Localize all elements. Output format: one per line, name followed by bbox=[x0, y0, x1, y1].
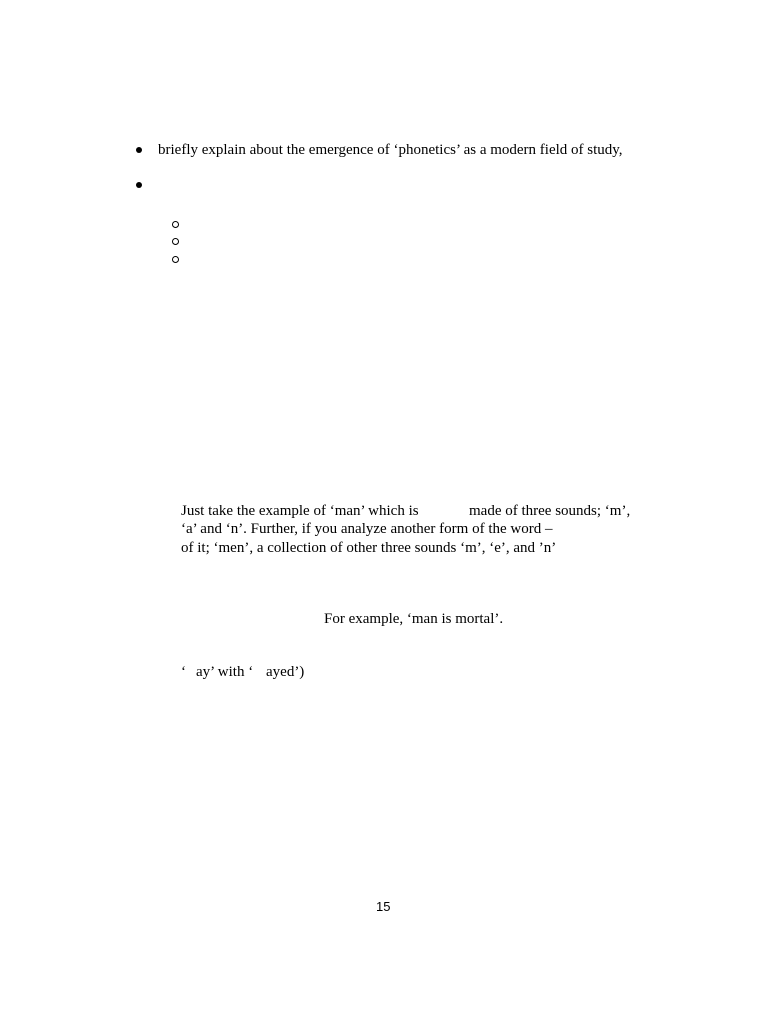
paragraph-line-1a: Just take the example of ‘man’ which is bbox=[181, 503, 419, 519]
fragment-part-b: ay’ with ‘ bbox=[196, 664, 254, 680]
bullet-marker-1 bbox=[136, 147, 142, 153]
paragraph-line-2: ‘a’ and ‘n’. Further, if you analyze another form of the word – bbox=[181, 521, 553, 537]
bullet-item-1: briefly explain about the emergence of ‘phonetics’ as a modern field of study, bbox=[158, 142, 623, 158]
sub-bullet-marker-2 bbox=[172, 238, 179, 245]
sub-bullet-marker-1 bbox=[172, 221, 179, 228]
paragraph-line-1b: made of three sounds; ‘m’, bbox=[469, 503, 631, 519]
fragment-part-a: ‘ bbox=[181, 664, 186, 680]
sub-bullet-marker-3 bbox=[172, 256, 179, 263]
example-sentence: For example, ‘man is mortal’. bbox=[324, 611, 504, 627]
page-number: 15 bbox=[376, 899, 391, 914]
fragment-part-c: ayed’) bbox=[266, 664, 305, 680]
paragraph-line-3: of it; ‘men’, a collection of other three sounds ‘m’, ‘e’, and ’n’ bbox=[181, 540, 557, 556]
bullet-marker-2 bbox=[136, 182, 142, 188]
